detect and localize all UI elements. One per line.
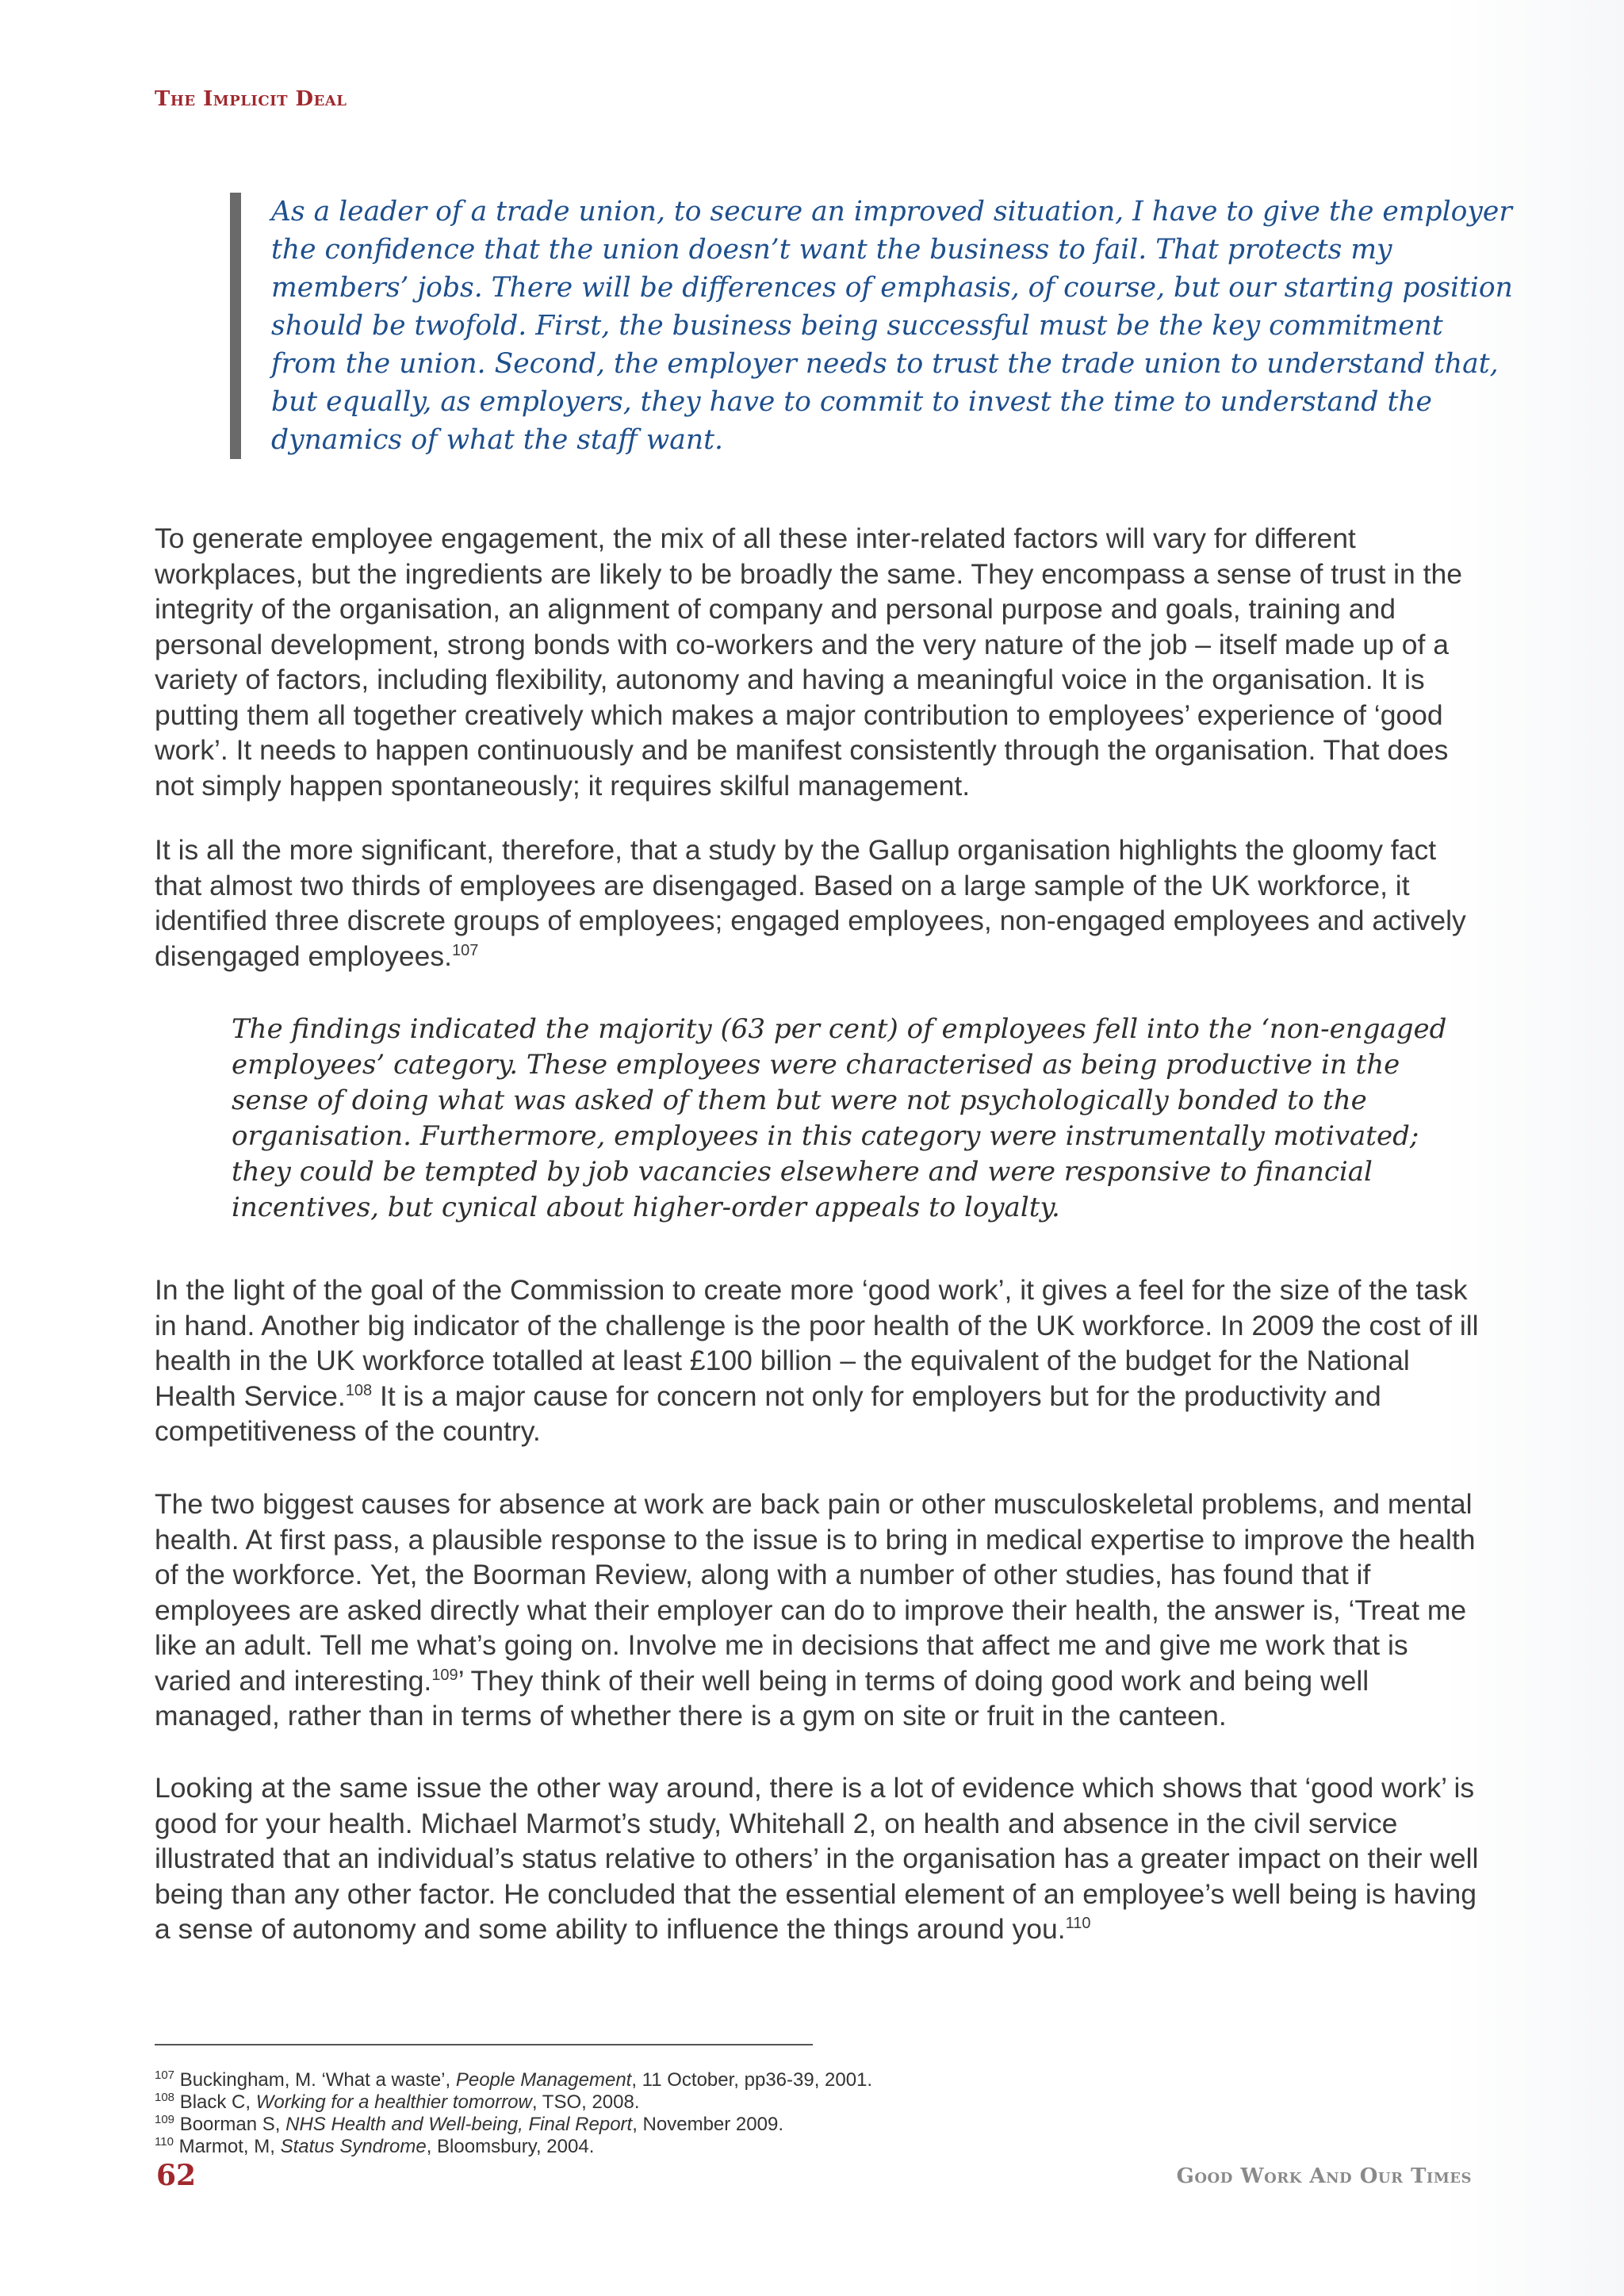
footnote-ref-109: 109 [431,1666,458,1684]
paragraph-4-text [155,1487,1487,1734]
footnote-108: $^{108}$ Black C, Working for a healthier tomorrow, TSO, 2008. [155,2091,640,2113]
paragraph-3-body-b: It is a major cause for concern not only for employers but for the productivity and competitiveness of the country. [155,1380,1381,1447]
footnote-ref-108: 108 [345,1381,373,1399]
paragraph-3-body-a: In the light of the goal of the Commission to create more ‘good work’, it gives a feel for the size of the task in hand. Another big indicator of the challenge is the poor health of the UK workforce. In 2009 the cost of ill health in the UK workforce totalled at least £100 billion – the equivalent of the budget for the National Health Service. [155,1274,1479,1412]
block-quote: The findings indicated the majority (63 per cent) of employees fell into the ‘non-engaged employees’ category. These employees were characterised as being productive in the sense of doing what was asked of them but were not psychologically bonded to the organisation. Furthermore, employees in this category were instrumentally motivated; they could be tempted by job vacancies elsewhere and were responsive to financial incentives, but cynical about higher-order appeals to loyalty. [232,1013,1447,1223]
footnote-ref-107: 107 [452,941,479,959]
paragraph-4-body-b: ’ They think of their well being in terms of doing good work and being well managed, rather than in terms of whether there is a gym on site or fruit in the canteen. [155,1664,1369,1732]
footnote-ref-110: 110 [1065,1915,1091,1933]
paragraph-4-body-a: The two biggest causes for absence at work are back pain or other musculoskeletal problems, and mental health. At first pass, a plausible response to the issue is to bring in medical expertise to improve the health of the workforce. Yet, the Boorman Review, along with a number of other studies, has found that if employees are asked directly what their employer can do to improve their health, the answer is, ‘Treat me like an adult. Tell me what’s going on. Involve me in decisions that affect me and give me work that is varied and interesting. [155,1488,1476,1697]
footnote-107: $^{107}$ Buckingham, M. ‘What a waste’, People Management, 11 October, pp36-39, 2001. [155,2068,873,2091]
paragraph-2-body: It is all the more significant, therefore, that a study by the Gallup organisation highlights the gloomy fact that almost two thirds of employees are disengaged. Based on a large sample of the UK workforce, it identified three discrete groups of employees; engaged employees, non-engaged employees and actively disengaged employees. [155,834,1466,972]
footnotes [155,2069,1265,2158]
paragraph-1-text: To generate employee engagement, the mix of all these inter-related factors will vary for different workplaces, but the ingredients are likely to be broadly the same. They encompass a sense of trust in the integrity of the organisation, an alignment of company and personal purpose and goals, training and personal development, strong bonds with co-workers and the very nature of the job – itself made up of a variety of factors, including flexibility, autonomy and having a meaningful voice in the organisation. It is putting them all together creatively which makes a major contribution to employees’ experience of ‘good work’. It needs to happen continuously and be manifest consistently through the organisation. That does not simply happen spontaneously; it requires skilful management. [155,522,1463,802]
paragraph-1 [155,521,1487,803]
paragraph-4 [155,1487,1487,1734]
footnote-110: $^{110}$ Marmot, M, Status Syndrome, Bloomsbury, 2004. [155,2135,595,2157]
paragraph-5-text [155,1770,1487,1947]
paragraph-3 [155,1272,1487,1449]
paragraph-2-text [155,832,1487,974]
paragraph-2 [155,832,1487,974]
page-number: 62 [156,2159,197,2192]
paragraph-5-body: Looking at the same issue the other way around, there is a lot of evidence which shows that ‘good work’ is good for your health. Michael Marmot’s study, Whitehall 2, on health and absence in the civil service illustrated that an individual’s status relative to others’ in the organisation has a greater impact on their well being than any other factor. He concluded that the essential element of an employee’s well being is having a sense of autonomy and some ability to influence the things around you. [155,1772,1479,1945]
pull-quote: As a leader of a trade union, to secure an improved situation, I have to give the employer the confidence that the union doesn’t want the business to fail. That protects my members’ jobs. There will be differences of emphasis, of course, but our starting position should be twofold. First, the business being successful must be the key commitment from the union. Second, the employer needs to trust the trade union to understand that, but equally, as employers, they have to commit to invest the time to understand the dynamics of what the staff want. [230,193,1516,459]
running-foot: Good Work And Our Times [1176,2164,1472,2188]
paragraph-3-text [155,1272,1487,1449]
running-head: The Implicit Deal [155,87,347,111]
paragraph-5 [155,1770,1487,1947]
footnote-109: $^{109}$ Boorman S, NHS Health and Well-being, Final Report, November 2009. [155,2113,783,2135]
footnote-divider [155,2044,813,2045]
